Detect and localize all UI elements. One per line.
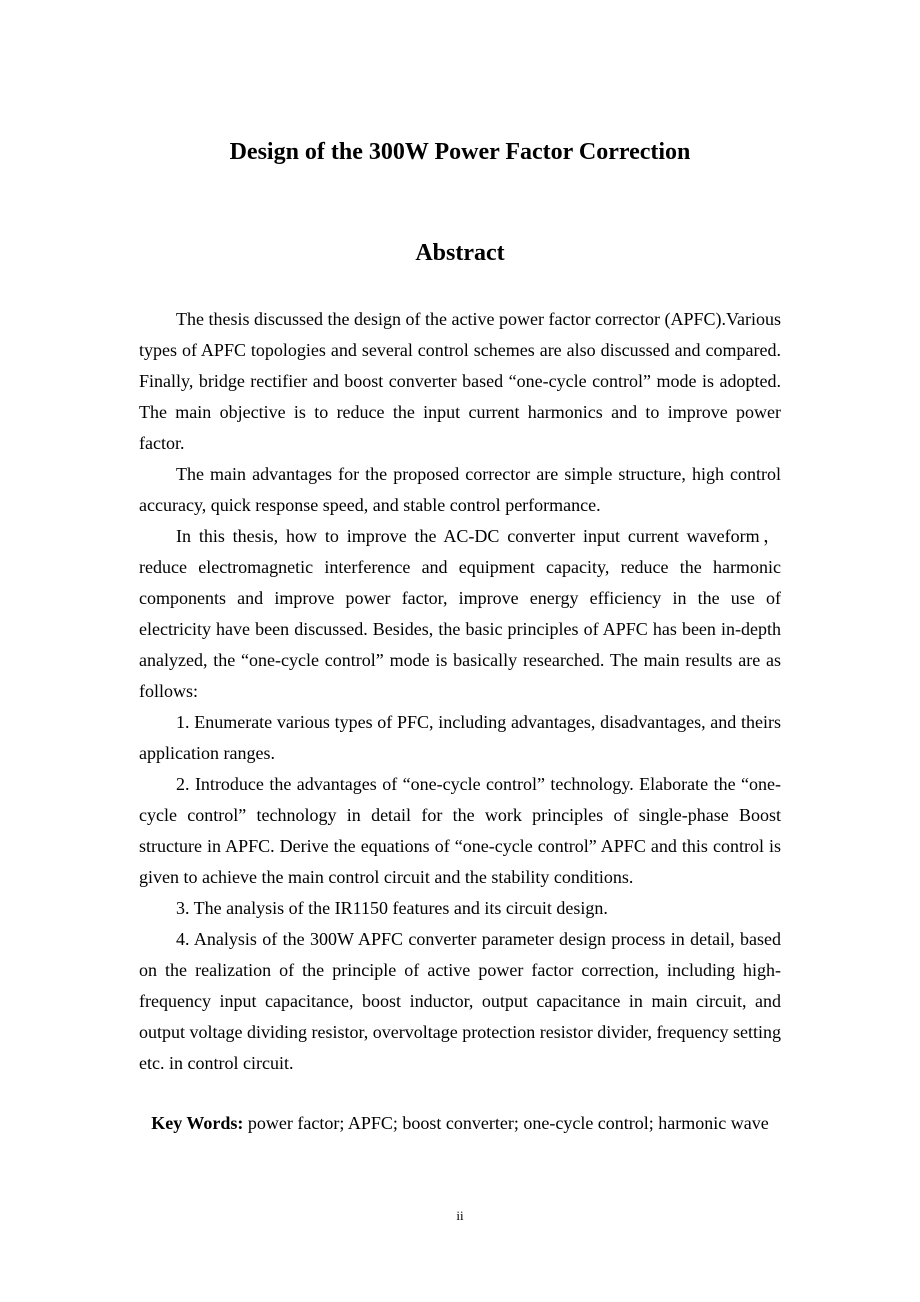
page-number: ii [456, 1208, 464, 1223]
abstract-list-item: 2. Introduce the advantages of “one-cycle control” technology. Elaborate the “one-cycle control” technology in detail for the work principles of single-phase Boost structure in APFC. Derive the equations of “one-cycle control” APFC and this control is given to achieve the main control circuit and the stability conditions. [139, 774, 781, 887]
abstract-heading: Abstract [415, 240, 505, 266]
keywords-label: Key Words: [151, 1113, 244, 1133]
abstract-body [139, 304, 781, 1079]
abstract-list-item: 1. Enumerate various types of PFC, including advantages, disadvantages, and theirs application ranges. [139, 712, 781, 763]
keywords-text: power factor; APFC; boost converter; one-cycle control; harmonic wave [247, 1113, 769, 1133]
abstract-paragraph: The thesis discussed the design of the active power factor corrector (APFC).Various types of APFC topologies and several control schemes are also discussed and compared. Finally, bridge rectifier and boost converter based “one-cycle control” mode is adopted. The main objective is to reduce the input current harmonics and to improve power factor. [139, 309, 781, 453]
page-title: Design of the 300W Power Factor Correction [229, 139, 691, 165]
keywords-line [139, 1108, 781, 1139]
abstract-list-item: 3. The analysis of the IR1150 features and its circuit design. [176, 898, 608, 918]
abstract-list-item: 4. Analysis of the 300W APFC converter parameter design process in detail, based on the realization of the principle of active power factor correction, including high-frequency input capacitance, boost inductor, output capacitance in main circuit, and output voltage dividing resistor, overvoltage protection resistor divider, frequency setting etc. in control circuit. [139, 929, 781, 1073]
abstract-paragraph: The main advantages for the proposed corrector are simple structure, high control accuracy, quick response speed, and stable control performance. [139, 464, 781, 515]
abstract-paragraph: In this thesis, how to improve the AC-DC converter input current waveform，reduce electromagnetic interference and equipment capacity, reduce the harmonic components and improve power factor, improve energy efficiency in the use of electricity have been discussed. Besides, the basic principles of APFC has been in-depth analyzed, the “one-cycle control” mode is basically researched. The main results are as follows: [139, 526, 781, 701]
